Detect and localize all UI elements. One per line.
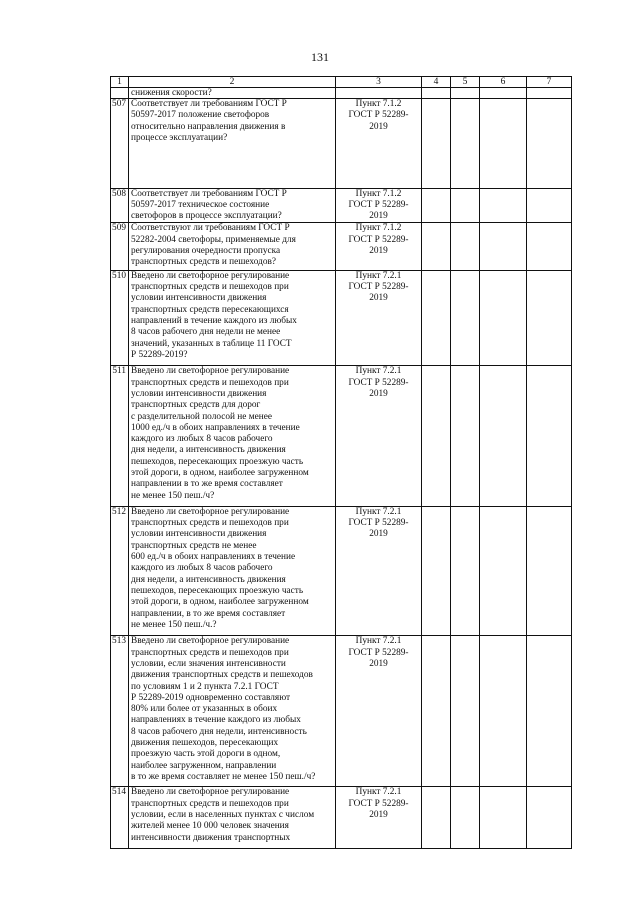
question-line: с разделительной полосой не менее	[131, 411, 272, 422]
empty-cell	[451, 787, 480, 849]
question-line: 50597-2017 положение светофоров	[131, 110, 270, 121]
row-number: 508	[111, 188, 129, 223]
question-line: 8 часов рабочего дня недели не менее	[131, 327, 281, 338]
row-number: 514	[111, 787, 129, 849]
empty-cell	[336, 88, 422, 99]
empty-cell	[527, 787, 572, 849]
question-line: условии интенсивности движения	[131, 388, 267, 399]
row-number: 512	[111, 506, 129, 636]
header-cell: 5	[451, 77, 480, 88]
reference-line: ГОСТ Р 52289-	[348, 234, 409, 245]
empty-cell	[527, 506, 572, 636]
reference-cell	[336, 636, 422, 787]
question-line: этой дороги, в одном, наиболее загруженном	[131, 468, 309, 479]
question-line: значений, указанных в таблице 11 ГОСТ	[131, 338, 292, 349]
question-line: Р 52289-2019 одновременно составляют	[131, 692, 291, 703]
question-line: транспортных средств и пешеходов при	[131, 647, 289, 658]
question-line: интенсивности движения транспортных	[131, 832, 291, 843]
question-line: условии интенсивности движения	[131, 529, 267, 540]
question-cell	[129, 270, 336, 366]
reference-line: Пункт 7.2.1	[355, 270, 402, 281]
question-line: дня недели, а интенсивность движения	[131, 445, 286, 456]
question-line: этой дороги, в одном, наиболее загруженном	[131, 597, 309, 608]
empty-cell	[451, 636, 480, 787]
empty-cell	[422, 636, 451, 787]
question-line: условии, если в населенных пунктах с числом	[131, 809, 315, 820]
question-line: направлении, в то же время составляет	[131, 608, 286, 619]
reference-line: Пункт 7.1.2	[355, 223, 402, 234]
empty-cell	[422, 270, 451, 366]
question-line: наиболее загруженном, направлении	[131, 760, 277, 771]
question-line: 50597-2017 техническое состояние	[131, 199, 270, 210]
empty-cell	[422, 787, 451, 849]
question-line: не менее 150 пеш./ч?	[131, 490, 215, 501]
table-row	[111, 366, 572, 507]
empty-cell	[527, 223, 572, 271]
table-row	[111, 188, 572, 223]
question-line: в то же время составляет не менее 150 пеш./ч?	[131, 771, 316, 782]
reference-line: Пункт 7.2.1	[355, 506, 402, 517]
reference-line: 2019	[369, 211, 388, 222]
empty-cell	[480, 636, 527, 787]
question-line: Соответствует ли требованиям ГОСТ Р	[131, 99, 287, 109]
empty-cell	[527, 270, 572, 366]
header-cell: 2	[129, 77, 336, 88]
row-number: 510	[111, 270, 129, 366]
question-line: жителей менее 10 000 человек значения	[131, 821, 289, 832]
reference-line: Пункт 7.2.1	[355, 787, 402, 798]
empty-cell	[451, 88, 480, 99]
empty-cell	[480, 88, 527, 99]
reference-line: ГОСТ Р 52289-	[348, 282, 409, 293]
empty-cell	[451, 366, 480, 507]
reference-line: Пункт 7.1.2	[355, 99, 402, 109]
empty-cell	[480, 787, 527, 849]
reference-cell	[336, 223, 422, 271]
question-line: условии, если значения интенсивности	[131, 658, 286, 669]
question-line: транспортных средств и пешеходов при	[131, 518, 289, 529]
table-row	[111, 506, 572, 636]
header-cell: 6	[480, 77, 527, 88]
page-number: 131	[311, 50, 329, 64]
question-line: Введено ли светофорное регулирование	[131, 506, 290, 517]
reference-line: ГОСТ Р 52289-	[348, 518, 409, 529]
row-number: 511	[111, 366, 129, 507]
question-cell	[129, 636, 336, 787]
question-line: Соответствуют ли требованиям ГОСТ Р	[131, 223, 290, 234]
question-cell	[129, 99, 336, 189]
reference-line: 2019	[369, 658, 388, 669]
table-row	[111, 223, 572, 271]
reference-line: Пункт 7.2.1	[355, 636, 402, 647]
question-line: не менее 150 пеш./ч.?	[131, 619, 217, 630]
empty-cell	[422, 188, 451, 223]
reference-line: ГОСТ Р 52289-	[348, 199, 409, 210]
question-line: каждого из любых 8 часов рабочего	[131, 434, 273, 445]
row-number: 507	[111, 99, 129, 189]
reference-line: 2019	[369, 388, 388, 399]
empty-cell	[422, 366, 451, 507]
question-line: движения пешеходов, пересекающих	[131, 738, 279, 749]
empty-cell	[480, 99, 527, 189]
reference-line: Пункт 7.1.2	[355, 188, 402, 199]
question-line: проезжую часть этой дороги в одном,	[131, 749, 281, 760]
empty-cell	[527, 99, 572, 189]
question-line: пешеходов, пересекающих проезжую часть	[131, 585, 304, 596]
empty-cell	[422, 223, 451, 271]
row-number: 509	[111, 223, 129, 271]
question-line: Соответствует ли требованиям ГОСТ Р	[131, 188, 287, 199]
row-number-cell	[111, 88, 129, 99]
question-line: процессе эксплуатации?	[131, 132, 228, 143]
question-line: транспортных средств и пешеходов?	[131, 257, 277, 268]
reference-line: ГОСТ Р 52289-	[348, 377, 409, 388]
reference-cell	[336, 270, 422, 366]
reference-line: ГОСТ Р 52289-	[348, 647, 409, 658]
question-line: 8 часов рабочего дня недели, интенсивность	[131, 726, 307, 737]
empty-cell	[422, 99, 451, 189]
empty-cell	[451, 99, 480, 189]
header-cell: 4	[422, 77, 451, 88]
empty-cell	[422, 506, 451, 636]
checklist-table	[110, 76, 572, 849]
question-line: транспортных средств для дорог	[131, 400, 261, 411]
question-line: 52282-2004 светофоры, применяемые для	[131, 234, 296, 245]
empty-cell	[527, 366, 572, 507]
empty-cell	[527, 636, 572, 787]
table-row	[111, 787, 572, 849]
question-line: регулирования очередности пропуска	[131, 245, 281, 256]
question-line: каждого из любых 8 часов рабочего	[131, 563, 273, 574]
reference-line: ГОСТ Р 52289-	[348, 110, 409, 121]
row-number: 513	[111, 636, 129, 787]
question-line: направлений в течение каждого из любых	[131, 316, 297, 327]
reference-line: ГОСТ Р 52289-	[348, 798, 409, 809]
question-line: пешеходов, пересекающих проезжую часть	[131, 456, 304, 467]
reference-cell	[336, 787, 422, 849]
question-cell	[129, 223, 336, 271]
empty-cell	[527, 188, 572, 223]
reference-line: 2019	[369, 245, 388, 256]
reference-line: 2019	[369, 529, 388, 540]
table-row	[111, 636, 572, 787]
question-line: транспортных средств и пешеходов при	[131, 798, 289, 809]
empty-cell	[480, 270, 527, 366]
header-cell: 3	[336, 77, 422, 88]
question-line: транспортных средств не менее	[131, 540, 257, 551]
question-line: Введено ли светофорное регулирование	[131, 270, 290, 281]
empty-cell	[527, 88, 572, 99]
header-cell: 7	[527, 77, 572, 88]
table-row	[111, 99, 572, 189]
question-line: Р 52289-2019?	[131, 349, 188, 360]
empty-cell	[480, 223, 527, 271]
question-line: Введено ли светофорное регулирование	[131, 366, 290, 377]
question-line: 1000 ед./ч в обоих направлениях в течение	[131, 422, 300, 433]
question-line: 600 ед./ч в обоих направлениях в течение	[131, 552, 296, 563]
reference-cell	[336, 99, 422, 189]
question-cell	[129, 366, 336, 507]
reference-line: Пункт 7.2.1	[355, 366, 402, 377]
empty-cell	[480, 366, 527, 507]
empty-cell	[451, 188, 480, 223]
reference-line: 2019	[369, 121, 388, 132]
question-line: условии интенсивности движения	[131, 293, 267, 304]
question-line: относительно направления движения в	[131, 121, 286, 132]
continuation-text: снижения скорости?	[129, 88, 336, 99]
question-line: Введено ли светофорное регулирование	[131, 787, 290, 798]
table-row	[111, 270, 572, 366]
question-line: направлениях в течение каждого из любых	[131, 715, 301, 726]
question-line: транспортных средств и пешеходов при	[131, 282, 289, 293]
reference-cell	[336, 506, 422, 636]
question-line: Введено ли светофорное регулирование	[131, 636, 290, 647]
continuation-row	[111, 88, 572, 99]
reference-line: 2019	[369, 293, 388, 304]
question-line: по условиям 1 и 2 пункта 7.2.1 ГОСТ	[131, 681, 279, 692]
question-cell	[129, 188, 336, 223]
question-line: 80% или более от указанных в обоих	[131, 704, 278, 715]
question-line: движения транспортных средств и пешеходов	[131, 670, 313, 681]
empty-cell	[480, 506, 527, 636]
table-header-row	[111, 77, 572, 88]
question-line: светофоров в процессе эксплуатации?	[131, 211, 282, 222]
header-cell: 1	[111, 77, 129, 88]
question-cell	[129, 506, 336, 636]
question-line: транспортных средств и пешеходов при	[131, 377, 289, 388]
empty-cell	[451, 223, 480, 271]
reference-cell	[336, 188, 422, 223]
question-cell	[129, 787, 336, 849]
empty-cell	[480, 188, 527, 223]
question-line: направлении в то же время составляет	[131, 479, 283, 490]
question-line: дня недели, а интенсивность движения	[131, 574, 286, 585]
empty-cell	[451, 270, 480, 366]
question-line: транспортных средств пересекающихся	[131, 304, 289, 315]
reference-cell	[336, 366, 422, 507]
empty-cell	[422, 88, 451, 99]
empty-cell	[451, 506, 480, 636]
reference-line: 2019	[369, 809, 388, 820]
